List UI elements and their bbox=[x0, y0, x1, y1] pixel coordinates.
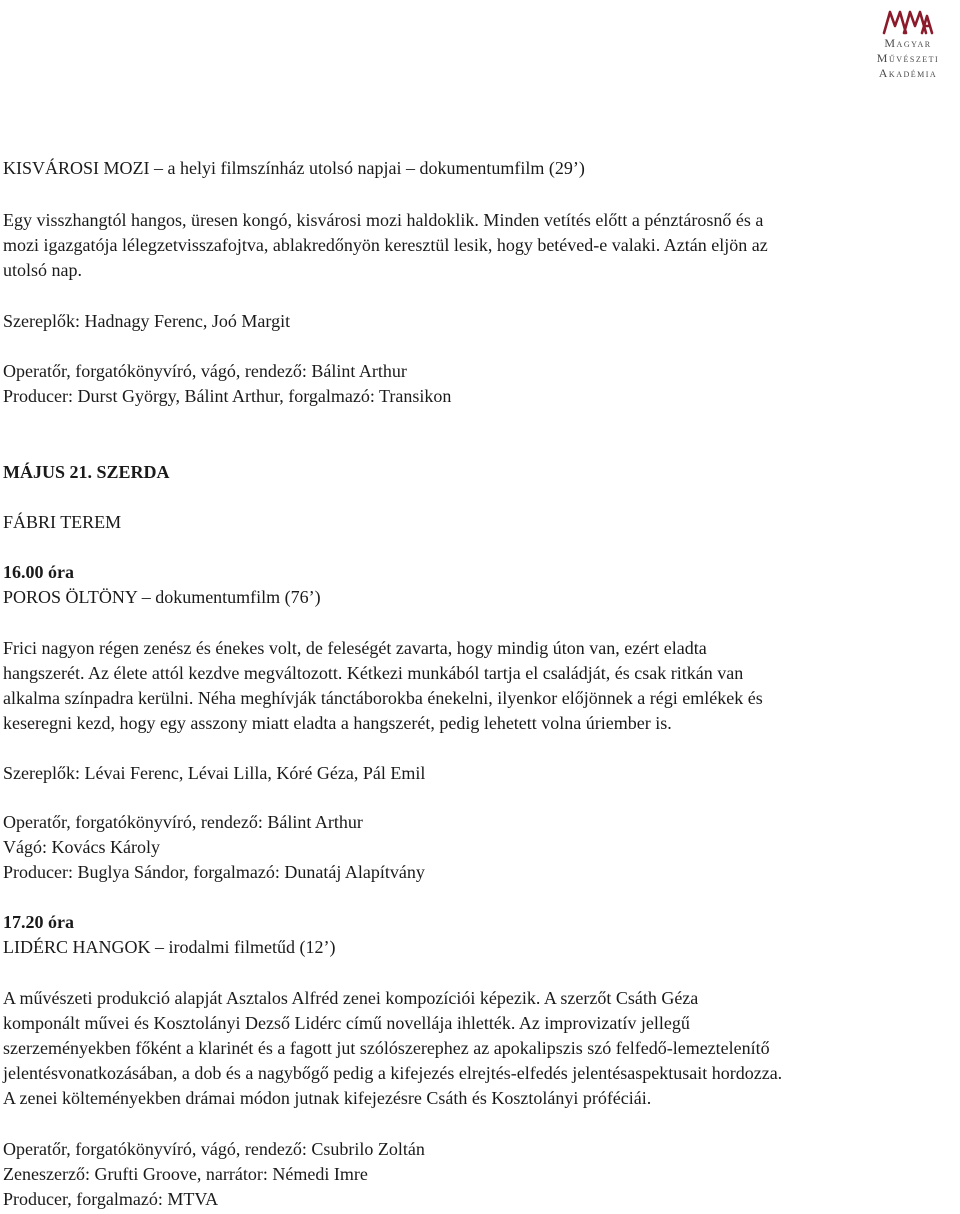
film-1-description-line: utolsó nap. bbox=[3, 260, 82, 280]
film-3-credit-line: Zeneszerző: Grufti Groove, narrátor: Némedi Imre bbox=[3, 1164, 368, 1184]
film-1-description-line: Egy visszhangtól hangos, üresen kongó, kisvárosi mozi haldoklik. Minden vetítés előtt a pénztárosnő és a bbox=[3, 210, 764, 230]
film-3-description-line: szerzeményekben főként a klarinét és a fagott jut szólószerephez az apokalipszis szó felfedő-lemeztelenítő bbox=[3, 1038, 770, 1058]
film-3-time: 17.20 óra bbox=[3, 912, 74, 932]
film-3-description-line: jelentésvonatkozásában, a dob és a nagybőgő pedig a kifejezés elrejtés-elfedés jelentésaspektusait hordozza. bbox=[3, 1063, 783, 1083]
film-1-cast: Szereplők: Hadnagy Ferenc, Joó Margit bbox=[3, 311, 291, 331]
film-2-title: POROS ÖLTÖNY – dokumentumfilm (76’) bbox=[3, 587, 321, 607]
film-2-description-line: keseregni kezd, hogy egy asszony miatt eladta a hangszerét, pedig lehetett volna úriember is. bbox=[3, 713, 672, 733]
film-1-credit-line: Operatőr, forgatókönyvíró, vágó, rendező: Bálint Arthur bbox=[3, 361, 407, 381]
film-3-credit-line: Producer, forgalmazó: MTVA bbox=[3, 1189, 219, 1209]
film-3-credit-line: Operatőr, forgatókönyvíró, vágó, rendező: Csubrilo Zoltán bbox=[3, 1139, 425, 1159]
mma-logo-mark-icon bbox=[882, 8, 934, 36]
film-3-title: LIDÉRC HANGOK – irodalmi filmetűd (12’) bbox=[3, 937, 336, 957]
film-2-credit-line: Producer: Buglya Sándor, forgalmazó: Dunatáj Alapítvány bbox=[3, 862, 425, 882]
logo-line-1: Magyar bbox=[884, 36, 932, 50]
film-2-description-line: alkalma színpadra kerülni. Néha meghívják tánctáborokba énekelni, ilyenkor előjönnek a régi emlékek és bbox=[3, 688, 763, 708]
film-2-credit-line: Operatőr, forgatókönyvíró, rendező: Bálint Arthur bbox=[3, 812, 363, 832]
logo-line-3: Akadémia bbox=[878, 66, 938, 80]
film-1-description-line: mozi igazgatója lélegzetvisszafojtva, ablakredőnyön keresztül lesik, hogy betéved-e valaki. Aztán eljön az bbox=[3, 235, 768, 255]
venue-heading: FÁBRI TEREM bbox=[3, 512, 122, 532]
logo-line-2: Művészeti bbox=[876, 51, 940, 65]
film-2-description-line: hangszerét. Az élete attól kezdve megváltozott. Kétkezi munkából tartja el családját, és csak ritkán van bbox=[3, 663, 744, 683]
film-2-time: 16.00 óra bbox=[3, 562, 74, 582]
film-2-credit-line: Vágó: Kovács Károly bbox=[3, 837, 160, 857]
film-2-description-line: Frici nagyon régen zenész és énekes volt, de feleségét zavarta, hogy mindig úton van, ezért eladta bbox=[3, 638, 707, 658]
film-2-cast: Szereplők: Lévai Ferenc, Lévai Lilla, Kóré Géza, Pál Emil bbox=[3, 763, 426, 783]
day-heading: MÁJUS 21. SZERDA bbox=[3, 462, 170, 482]
film-1-title: KISVÁROSI MOZI – a helyi filmszínház utolsó napjai – dokumentumfilm (29’) bbox=[3, 158, 585, 178]
film-3-description-line: A zenei költeményekben drámai módon jutnak kifejezésre Csáth és Kosztolányi próféciái. bbox=[3, 1088, 652, 1108]
film-3-description-line: komponált művei és Kosztolányi Dezső Lidérc című novellája ihlették. Az improvizatív jellegű bbox=[3, 1013, 690, 1033]
mma-logo bbox=[858, 8, 958, 81]
film-1-credit-line: Producer: Durst György, Bálint Arthur, forgalmazó: Transikon bbox=[3, 386, 452, 406]
film-3-description-line: A művészeti produkció alapját Asztalos Alfréd zenei kompozíciói képezik. A szerzőt Csáth Géza bbox=[3, 988, 699, 1008]
